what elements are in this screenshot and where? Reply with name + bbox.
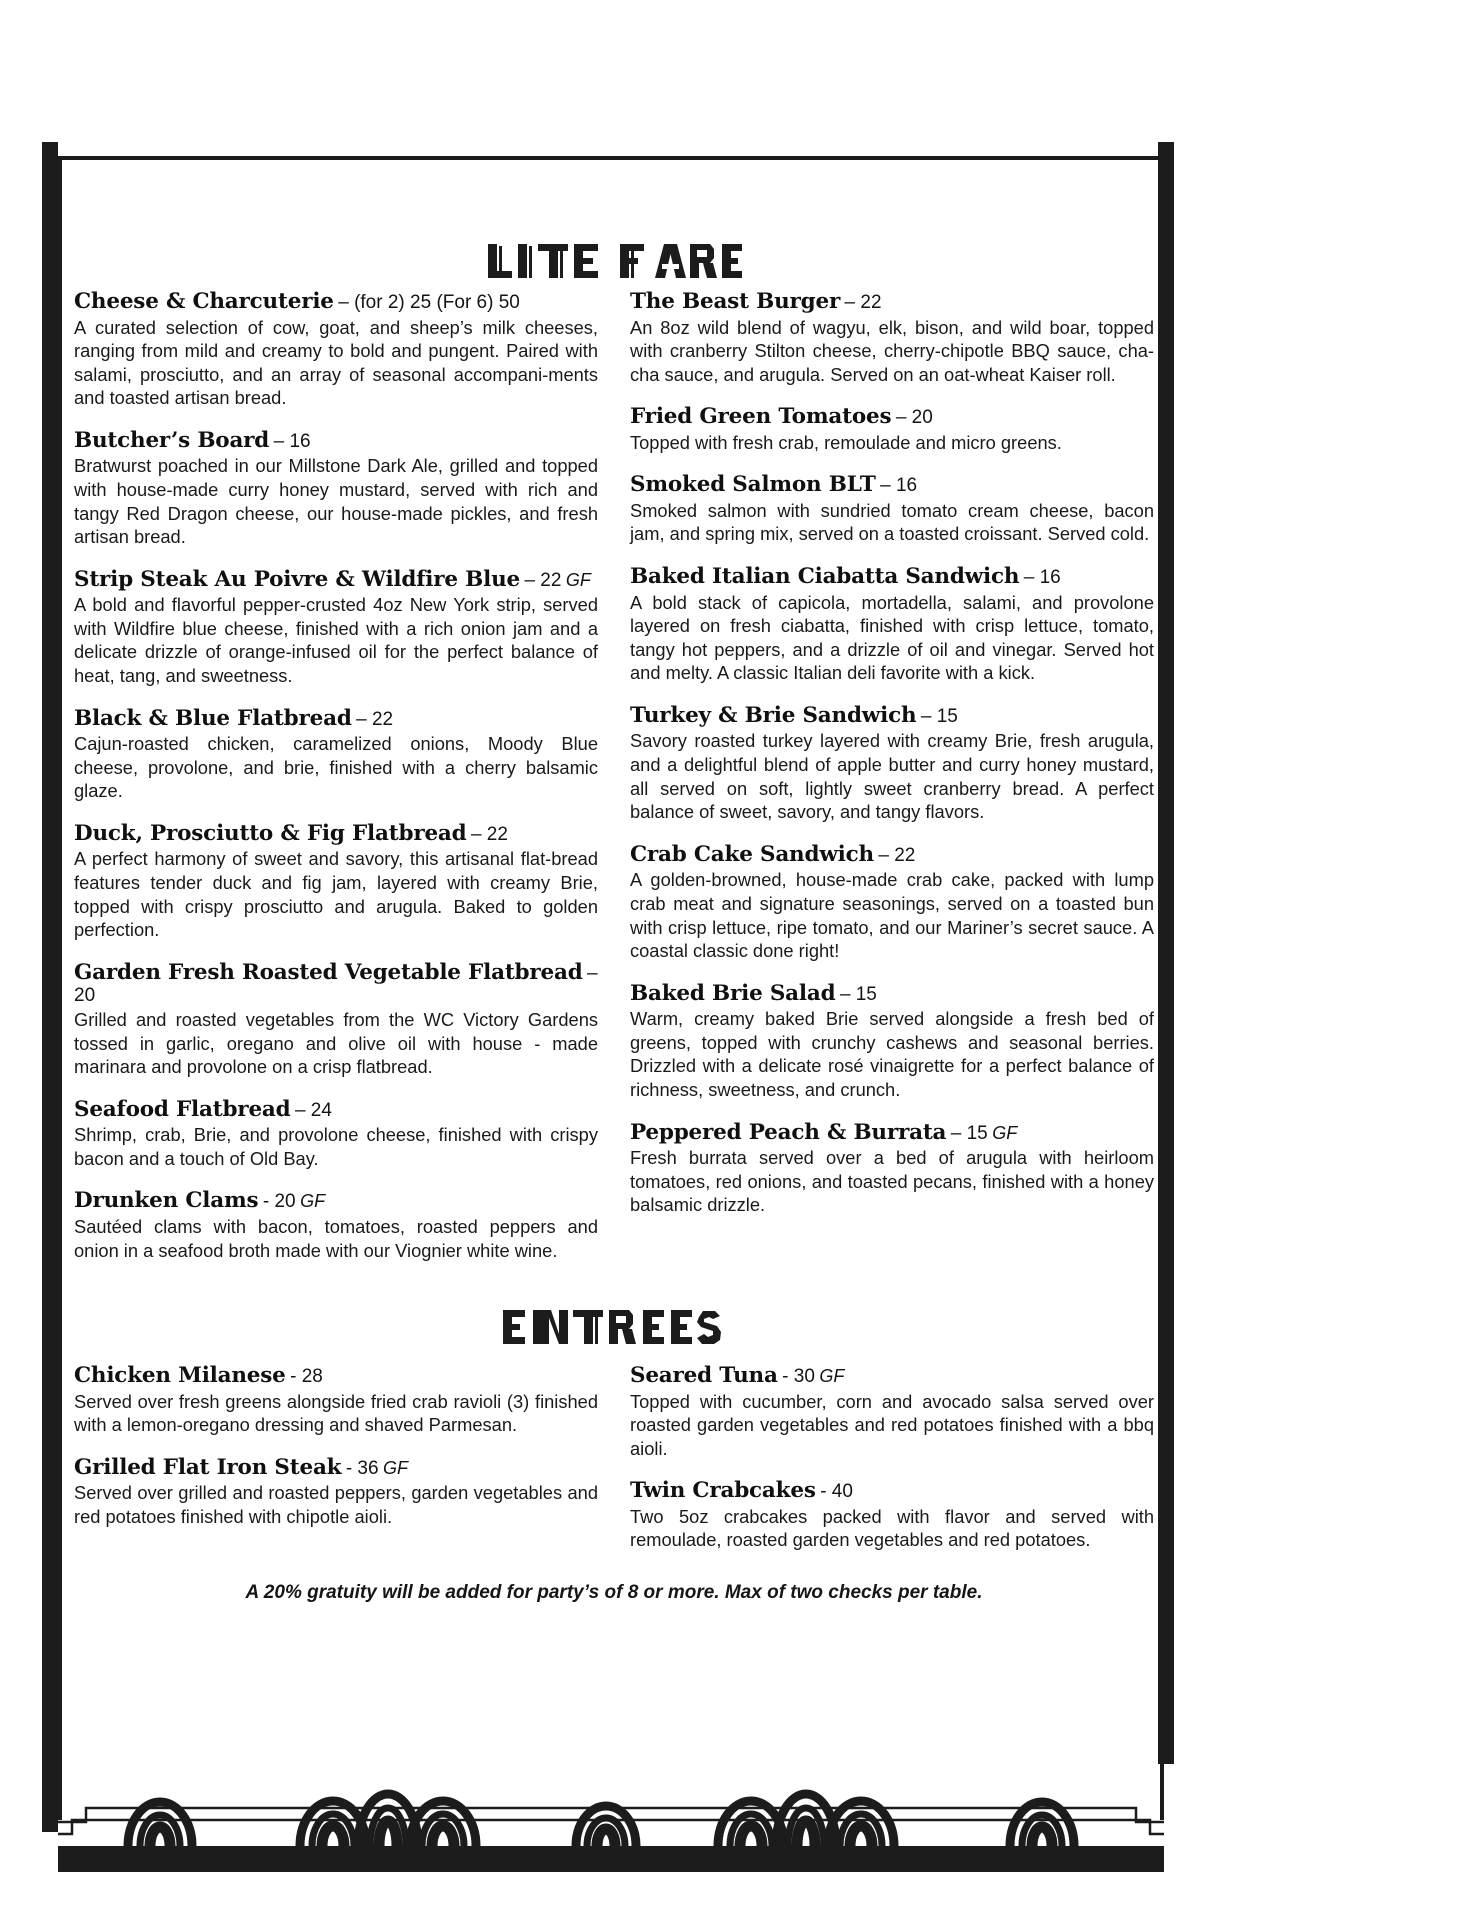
menu-item-description: Sautéed clams with bacon, tomatoes, roasted peppers and onion in a seafood broth made with our Viognier white wine. (74, 1215, 598, 1261)
menu-item-name: Chicken Milanese (74, 1363, 286, 1389)
menu-item-price: – 22 (470, 823, 508, 845)
menu-item-heading (630, 565, 1154, 590)
lite-fare-left-column (74, 290, 598, 1262)
frame-top-left-rule (58, 156, 168, 160)
menu-item[interactable] (74, 1189, 598, 1262)
menu-item[interactable] (74, 1456, 598, 1529)
menu-item-description: Savory roasted turkey layered with creamy Brie, fresh arugula, and a delightful blend of apple butter and curry honey mustard, all served on soft, lightly sweet cranberry bread. A perfect balance of sweet, savory, and tangy flavors. (630, 730, 1154, 823)
menu-item-name: Fried Green Tomatoes (630, 404, 892, 430)
menu-item-description: Fresh burrata served over a bed of arugula with heirloom tomatoes, red onions, and toasted pecans, finished with a honey balsamic drizzle. (630, 1147, 1154, 1216)
menu-item-name: Seared Tuna (630, 1363, 778, 1389)
menu-item-name: Baked Italian Ciabatta Sandwich (630, 564, 1020, 590)
menu-item-name: Crab Cake Sandwich (630, 841, 874, 867)
menu-item-name: Smoked Salmon BLT (630, 472, 876, 498)
menu-item[interactable] (630, 405, 1154, 454)
menu-item-price: – (for 2) 25 (For 6) 50 (338, 292, 520, 313)
menu-item[interactable] (74, 429, 598, 549)
footer-base-bar (58, 1846, 1164, 1872)
menu-item[interactable] (630, 843, 1154, 963)
menu-item-price: – 20 (895, 407, 933, 429)
menu-item-heading (74, 1189, 598, 1214)
entrees-section (74, 1306, 1154, 1552)
frame-left-bar (42, 142, 58, 1832)
menu-item-heading (74, 1456, 598, 1481)
lite-fare-columns (74, 290, 1154, 1262)
menu-item-gf-badge: GF (992, 1122, 1018, 1143)
menu-item-description: An 8oz wild blend of wagyu, elk, bison, and wild boar, topped with cranberry Stilton cheese, cherry-chipotle BBQ sauce, cha-cha sauce, and arugula. Served on an oat-wheat Kaiser roll. (630, 316, 1154, 385)
menu-item-heading (630, 1364, 1154, 1389)
menu-item-description: Topped with cucumber, corn and avocado salsa served over roasted garden vegetables and red potatoes finished with a bbq aioli. (630, 1390, 1154, 1459)
menu-item-gf-badge: GF (300, 1191, 326, 1212)
menu-item[interactable] (630, 473, 1154, 546)
menu-item[interactable] (74, 1364, 598, 1437)
menu-item-description: Served over fresh greens alongside fried crab ravioli (3) finished with a lemon-oregano dressing and shaved Parmesan. (74, 1390, 598, 1436)
menu-item-price: – 22 (356, 708, 394, 730)
menu-item-price: - 30 (782, 1366, 815, 1388)
gratuity-note: A 20% gratuity will be added for party’s of 8 or more. Max of two checks per table. (245, 1582, 983, 1604)
menu-item-description: Grilled and roasted vegetables from the WC Victory Gardens tossed in garlic, oregano and olive oil with house - made marinara and provolone on a crisp flatbread. (74, 1008, 598, 1078)
menu-item-name: Turkey & Brie Sandwich (630, 702, 917, 728)
menu-item-heading (630, 1121, 1154, 1146)
menu-item-gf-badge: GF (383, 1457, 409, 1478)
menu-item-description: Warm, creamy baked Brie served alongside a fresh bed of greens, topped with crunchy cashews and seasonal berries. Drizzled with a delicate rosé vinaigrette for a perfect balance of richness, sweetness, and crunch. (630, 1008, 1154, 1100)
menu-item-price: – 24 (294, 1099, 332, 1121)
menu-item-name: Duck, Prosciutto & Fig Flatbread (74, 820, 467, 846)
menu-item-price: – 16 (273, 430, 311, 452)
menu-item-heading (630, 982, 1154, 1007)
menu-item-description: A bold and flavorful pepper-crusted 4oz New York strip, served with Wildfire blue cheese, finished with a rich onion jam and a delicate drizzle of orange-infused oil for the perfect balance of heat, tang, and sweetness. (74, 594, 598, 687)
menu-item-heading (74, 429, 598, 454)
menu-item[interactable] (630, 565, 1154, 685)
menu-item-heading (630, 1479, 1154, 1504)
entrees-left-column (74, 1364, 598, 1528)
menu-item-heading (74, 290, 598, 315)
menu-content (74, 240, 1154, 1604)
menu-item-price: - 20 (262, 1191, 296, 1213)
lite-fare-right-column (630, 290, 1154, 1217)
menu-item-name: Peppered Peach & Burrata (630, 1119, 947, 1145)
menu-item[interactable] (74, 707, 598, 803)
menu-item-description: Served over grilled and roasted peppers, garden vegetables and red potatoes finished with chipotle aioli. (74, 1482, 598, 1527)
deco-title-lite-fare (484, 240, 744, 282)
menu-item-name: The Beast Burger (630, 289, 841, 314)
menu-item-name: Baked Brie Salad (630, 980, 836, 1006)
menu-item-heading (630, 473, 1154, 498)
menu-item-name: Garden Fresh Roasted Vegetable Flatbread (74, 959, 583, 985)
menu-item-price: – 20 (74, 962, 598, 1007)
menu-item-description: A curated selection of cow, goat, and sheep’s milk cheeses, ranging from mild and creamy to bold and pungent. Paired with salami, prosciutto, and an array of seasonal accompani-ments and toasted artisan bread. (74, 316, 598, 409)
menu-item[interactable] (630, 704, 1154, 824)
menu-item-price: – 15 (920, 705, 958, 727)
menu-item-description: Topped with fresh crab, remoulade and micro greens. (630, 431, 1062, 453)
menu-item-price: - 40 (820, 1481, 853, 1503)
menu-item[interactable] (630, 290, 1154, 386)
menu-item[interactable] (74, 1098, 598, 1171)
menu-item-name: Grilled Flat Iron Steak (74, 1454, 342, 1480)
menu-item-description: A bold stack of capicola, mortadella, salami, and provolone layered on fresh ciabatta, finished with crisp lettuce, tomato, tangy hot peppers, and a drizzle of oil and vinegar. Served hot and melty. A classic Italian deli favorite with a kick. (630, 591, 1154, 684)
entrees-columns (74, 1364, 1154, 1552)
menu-item-heading (74, 1364, 598, 1389)
entrees-right-column (630, 1364, 1154, 1552)
menu-item-price: – 15 (950, 1122, 988, 1144)
menu-item[interactable] (74, 290, 598, 410)
menu-item-gf-badge: GF (565, 569, 591, 590)
section-heading-lite-fare (74, 240, 1154, 288)
menu-item[interactable] (630, 1364, 1154, 1460)
menu-item-heading (74, 707, 598, 732)
menu-item-description: A perfect harmony of sweet and savory, this artisanal flat-bread features tender duck and fig jam, layered with creamy Brie, topped with crispy prosciutto and arugula. Baked to golden perfection. (74, 848, 598, 941)
menu-item-price: – 22 (844, 292, 882, 313)
menu-item-name: Seafood Flatbread (74, 1096, 291, 1122)
menu-item-price: - 36 (345, 1457, 379, 1479)
menu-item[interactable] (630, 982, 1154, 1102)
menu-item-price: – 16 (880, 475, 918, 497)
menu-item[interactable] (630, 1479, 1154, 1552)
menu-item[interactable] (74, 568, 598, 688)
menu-item-name: Twin Crabcakes (630, 1478, 816, 1504)
menu-item-heading (630, 843, 1154, 868)
menu-item-price: - 28 (290, 1366, 323, 1388)
menu-item-description: Bratwurst poached in our Millstone Dark Ale, grilled and topped with house-made curry honey mustard, served with rich and tangy Red Dragon cheese, our house-made pickles, and fresh artisan bread. (74, 455, 598, 548)
menu-item-description: Two 5oz crabcakes packed with flavor and served with remoulade, roasted garden vegetables and red potatoes. (630, 1505, 1154, 1551)
menu-item[interactable] (74, 961, 598, 1079)
menu-item-price: – 22 (878, 844, 916, 866)
menu-item-heading (630, 405, 1154, 430)
menu-item-heading (74, 961, 598, 1007)
menu-item-name: Butcher’s Board (74, 427, 270, 453)
menu-item-description: Shrimp, crab, Brie, and provolone cheese, finished with crispy bacon and a touch of Old Bay. (74, 1124, 598, 1169)
menu-item-name: Drunken Clams (74, 1188, 259, 1214)
menu-item-name: Cheese & Charcuterie (74, 289, 334, 314)
menu-item-description: Cajun-roasted chicken, caramelized onions, Moody Blue cheese, provolone, and brie, finished with a cherry balsamic glaze. (74, 733, 598, 802)
menu-item-price: – 22 (524, 569, 562, 591)
menu-item-heading (630, 290, 1154, 315)
menu-item-heading (74, 822, 598, 847)
deco-title-entrees (499, 1306, 729, 1348)
menu-item-description: A golden-browned, house-made crab cake, packed with lump crab meat and signature seasonings, served on a toasted bun with crisp lettuce, ripe tomato, and our Mariner’s secret sauce. A coastal classic done right! (630, 869, 1154, 962)
frame-top-right-rule (1054, 156, 1164, 160)
section-heading-entrees (74, 1306, 1154, 1354)
menu-item-name: Black & Blue Flatbread (74, 705, 352, 731)
menu-item[interactable] (630, 1121, 1154, 1217)
menu-item-heading (74, 1098, 598, 1123)
menu-item-description: Smoked salmon with sundried tomato cream cheese, bacon jam, and spring mix, served on a toasted croissant. Served cold. (630, 499, 1154, 545)
menu-item-name: Strip Steak Au Poivre & Wildfire Blue (74, 566, 520, 592)
menu-item-price: – 16 (1023, 567, 1061, 589)
menu-item[interactable] (74, 822, 598, 942)
menu-item-heading (74, 568, 598, 593)
menu-item-gf-badge: GF (819, 1366, 845, 1387)
menu-item-price: – 15 (839, 983, 877, 1005)
menu-item-heading (630, 704, 1154, 729)
